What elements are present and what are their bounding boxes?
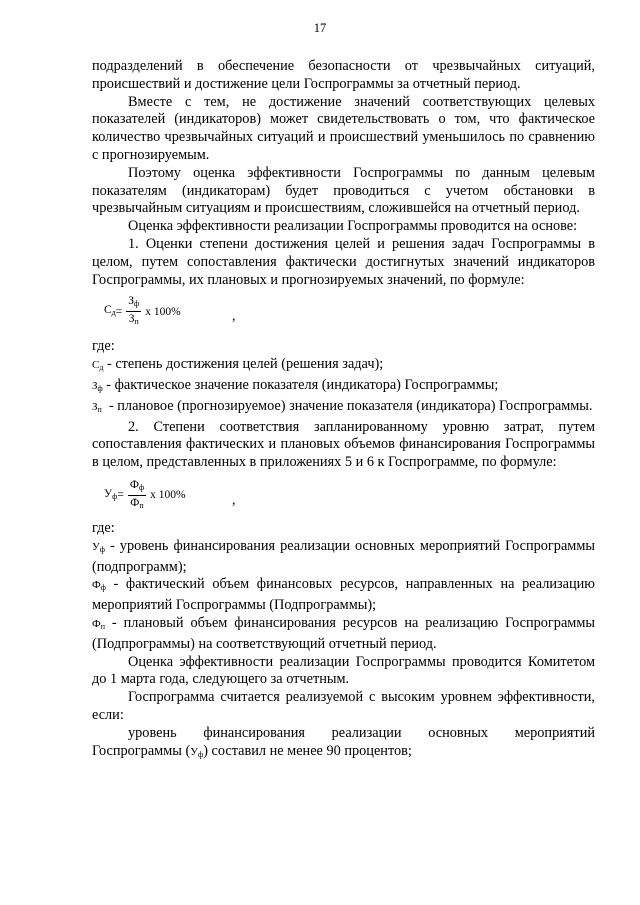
paragraph-line: Госпрограммы $(У_ф)$ составил не менее 90 процентов;: [92, 742, 412, 759]
where-label: где:: [92, 338, 115, 355]
formula-comma: ,: [232, 309, 236, 325]
paragraph-line: подразделений в обеспечение безопасности от чрезвычайных ситуаций,: [92, 58, 595, 74]
paragraph-line: происшествий и достижение цели Госпрограммы за отчетный период.: [92, 75, 521, 92]
formula-lhs: $С_д$: [104, 304, 116, 318]
definition-line: $Ф_п$ - плановый объем финансирования ресурсов на реализацию Госпрограммы (Подпрограммы) на соответствующий отчетный период.: [92, 614, 595, 652]
paragraph: 2. Степени соответствия запланированному уровню затрат, путем сопоставления фактических и плановых объемов финансирования Госпрограммы в целом, представленных в приложениях 5 и 6 к Госпрограмме, по формуле:: [92, 418, 595, 471]
body-text: [92, 58, 595, 763]
symbol-c-d: $С_д$: [92, 359, 104, 373]
definition-line: $С_д$ - степень достижения целей (решения задач);: [92, 356, 384, 373]
paragraph: Госпрограмма считается реализуемой с высоким уровнем эффективности, если:: [92, 689, 595, 723]
definition-line: $У_ф$ - уровень финансирования реализации основных мероприятий Госпрограммы (подпрограмм);: [92, 537, 595, 575]
formula-block: [92, 289, 595, 338]
symbol-z-f: $З_ф$: [92, 379, 103, 393]
page-number: 17: [313, 21, 327, 35]
definition-line: $Ф_ф$ - фактический объем финансовых ресурсов, направленных на реализацию мероприятий Госпрограммы (Подпрограммы);: [92, 576, 595, 614]
paragraph: Оценка эффективности реализации Госпрограммы проводится Комитетом до 1 марта года, следующего за отчетным.: [92, 653, 595, 688]
formula-funding-level: [104, 479, 186, 512]
formula-lhs: $У_ф$: [104, 487, 118, 501]
symbol-f-p: $Ф_п$: [92, 617, 105, 631]
fraction-numerator: $Ф_ф$: [128, 479, 146, 496]
formula-equals: =: [115, 305, 123, 318]
definition-line: $З_ф$ - фактическое значение показателя (индикатора) Госпрограммы;: [92, 376, 499, 393]
formula-equals: =: [117, 489, 124, 502]
where-label: где:: [92, 519, 115, 536]
formula-degree-of-achievement: [104, 295, 181, 328]
symbol-u-f: $У_ф$: [190, 745, 204, 759]
paragraph-line: уровень финансирования реализации основных мероприятий: [128, 724, 595, 741]
formula-multiplier: x 100%: [150, 489, 186, 502]
definition-line: $З_п$ - плановое (прогнозируемое) значение показателя (индикатора) Госпрограммы.: [92, 397, 593, 414]
fraction-denominator: $Ф_п$: [130, 496, 144, 510]
symbol-z-p: $З_п$: [92, 400, 102, 414]
formula-multiplier: x 100%: [145, 305, 181, 318]
paragraph: Вместе с тем, не достижение значений соответствующих целевых показателей (индикаторов) может свидетельствовать о том, что фактическое количество чрезвычайных ситуаций и происшествий уменьшилось по сравнению с прогнозируемым.: [92, 93, 595, 163]
formula-fraction: [126, 295, 141, 328]
formula-comma: ,: [232, 492, 236, 508]
formula-fraction: [128, 479, 146, 512]
fraction-numerator: $З_ф$: [126, 295, 141, 312]
symbol-u-f: $У_ф$: [92, 540, 105, 554]
paragraph: Оценка эффективности реализации Госпрограммы проводится на основе:: [128, 218, 578, 235]
symbol-f-f: $Ф_ф$: [92, 579, 106, 593]
paragraph: 1. Оценки степени достижения целей и решения задач Госпрограммы в целом, путем сопоставления фактически достигнутых значений индикаторов Госпрограммы, их плановых и прогнозируемых значений, по формуле:: [92, 235, 595, 288]
fraction-denominator: $З_п$: [128, 313, 139, 327]
paragraph: Поэтому оценка эффективности Госпрограммы по данным целевым показателям (индикаторам) будет проводиться с учетом обстановки в чрезвычайным ситуациям и происшествиям, сложившейся на отчетный период.: [92, 164, 595, 217]
formula-block: [92, 472, 595, 520]
